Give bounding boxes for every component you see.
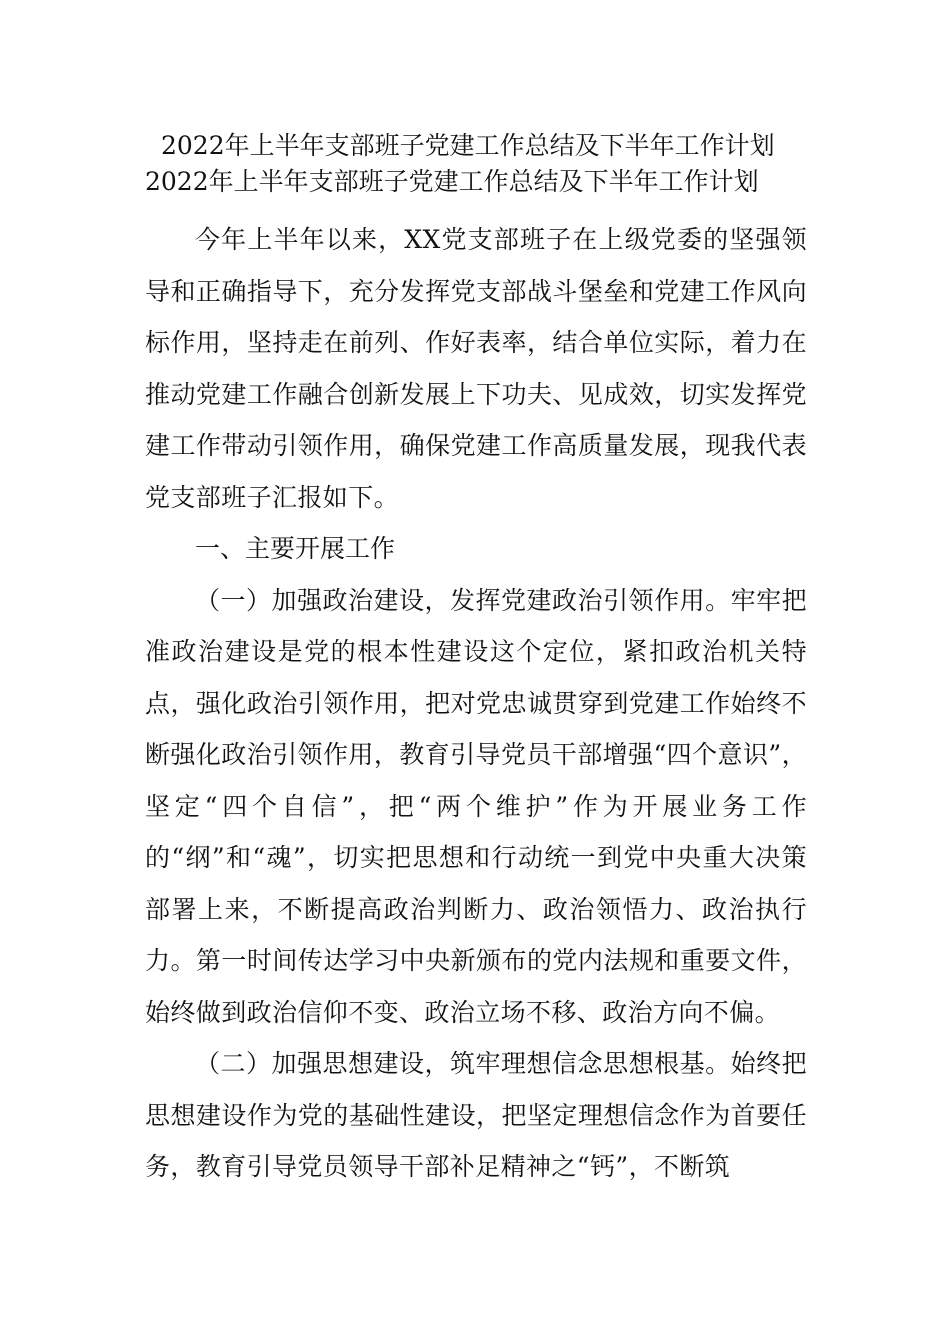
document-subtitle: 2022年上半年支部班子党建工作总结及下半年工作计划 xyxy=(145,167,759,196)
intro-paragraph: 今年上半年以来，XX党支部班子在上级党委的坚强领导和正确指导下，充分发挥党支部战斗堡垒和党建工作风向标作用，坚持走在前列、作好表率，结合单位实际，着力在推动党建工作融合创新发展上下功夫、见成效，切实发挥党建工作带动引领作用，确保党建工作高质量发展，现我代表党支部班子汇报如下。 xyxy=(145,225,807,512)
item-two-paragraph: （二）加强思想建设，筑牢理想信念思想根基。始终把思想建设作为党的基础性建设，把坚定理想信念作为首要任务，教育引导党员领导干部补足精神之“钙”，不断筑 xyxy=(145,1049,807,1181)
item-one-paragraph: （一）加强政治建设，发挥党建政治引领作用。牢牢把准政治建设是党的根本性建设这个定位，紧扣政治机关特点，强化政治引领作用，把对党忠诚贯穿到党建工作始终不断强化政治引领作用，教育引导党员干部增强“四个意识”，坚定“四个自信”，把“两个维护”作为开展业务工作的“纲”和“魂”，切实把思想和行动统一到党中央重大决策部署上来，不断提高政治判断力、政治领悟力、政治执行力。第一时间传达学习中央新颁布的党内法规和重要文件，始终做到政治信仰不变、政治立场不移、政治方向不偏。 xyxy=(145,585,807,1027)
section-heading: 一、主要开展工作 xyxy=(195,534,396,563)
document-body xyxy=(145,128,807,1193)
document-title: 2022年上半年支部班子党建工作总结及下半年工作计划 xyxy=(161,131,775,160)
